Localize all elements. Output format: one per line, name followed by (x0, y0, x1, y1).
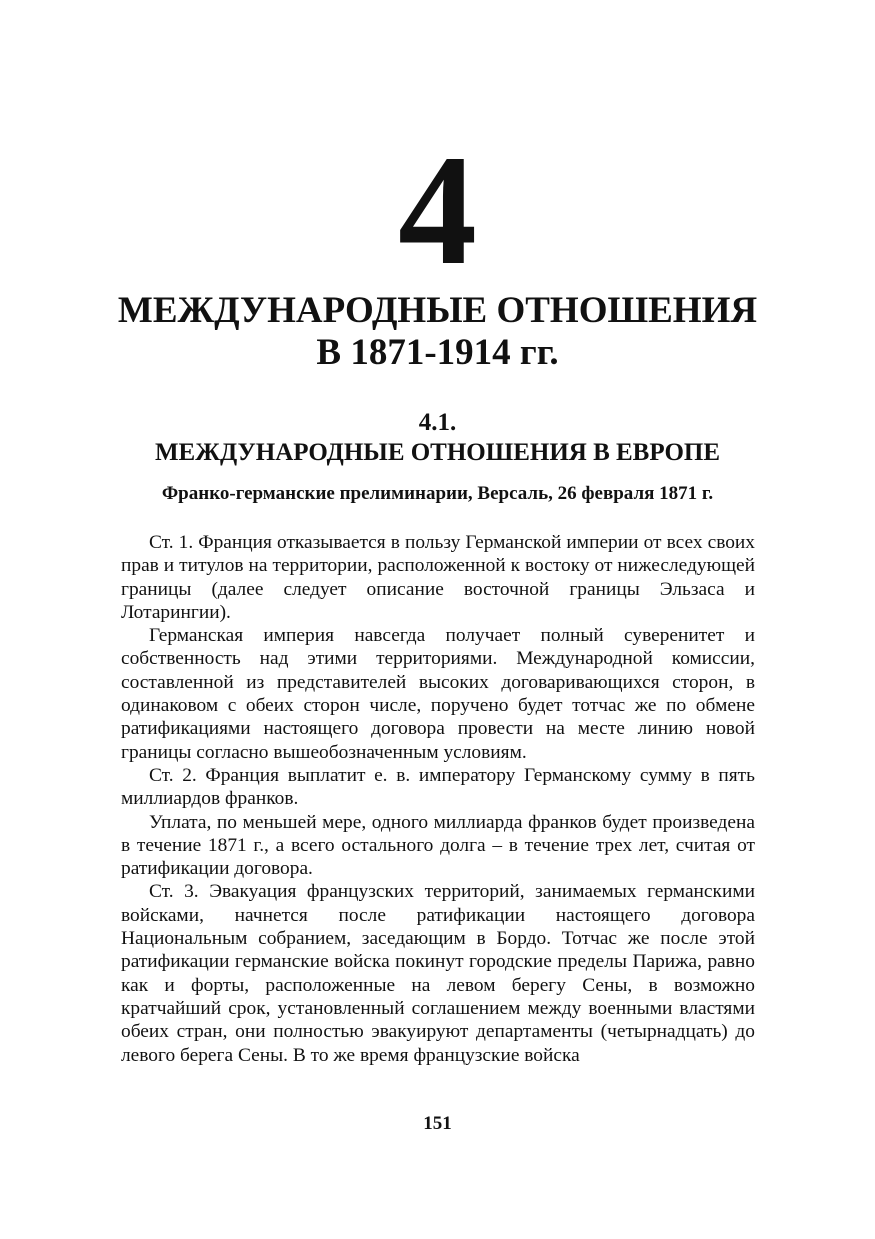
paragraph-payment: Уплата, по меньшей мере, одного миллиарда франков будет произведена в течение 1871 г., а всего остального долга – в течение трех лет, считая от ратификации договора. (121, 811, 755, 880)
chapter-title-line-1: МЕЖДУНАРОДНЫЕ ОТНОШЕНИЯ (117, 290, 758, 331)
section-number: 4.1. (418, 409, 457, 436)
page-number: 151 (423, 1113, 452, 1134)
paragraph-article-1: Ст. 1. Франция отказывается в пользу Германской империи от всех своих прав и титулов на территории, расположенной к востоку от нижеследующей границы (далее следует описание восточной границы Эльзаса и Лотарингии). (121, 532, 755, 623)
paragraph-article-3: Ст. 3. Эвакуация французских территорий, занимаемых германскими войсками, начнется после ратификации настоящего договора Национальным собранием, заседающим в Бордо. Тотчас же после этой ратификации германские войска покинут городские пределы Парижа, равно как и форты, расположенные на левом берегу Сены, в возможно кратчайший срок, установленный соглашением между военными властями обеих стран, они полностью эвакуируют департаменты (четырнадцать) до левого берега Сены. В то же время французские войска (121, 881, 755, 1066)
chapter-number: 4 (398, 123, 477, 298)
paragraph-sovereignty: Германская империя навсегда получает полный суверенитет и собственность над этими территориями. Международной комиссии, составленной из представителей высоких договаривающихся сторон, в одинаковом с обеих сторон числе, поручено будет тотчас же по обмене ратификациями настоящего договора провести на месте линию новой границы согласно вышеобозначенным условиям. (121, 625, 755, 763)
chapter-title-line-2: В 1871-1914 гг. (316, 332, 559, 373)
section-title: МЕЖДУНАРОДНЫЕ ОТНОШЕНИЯ В ЕВРОПЕ (154, 439, 721, 466)
chapter-title (60, 290, 815, 374)
section-heading (60, 408, 815, 468)
document-title: Франко-германские прелиминарии, Версаль, 26 февраля 1871 г. (161, 483, 714, 504)
paragraph-article-2: Ст. 2. Франция выплатит е. в. императору Германскому сумму в пять миллиардов франков. (121, 764, 755, 810)
body-text (121, 531, 755, 1067)
